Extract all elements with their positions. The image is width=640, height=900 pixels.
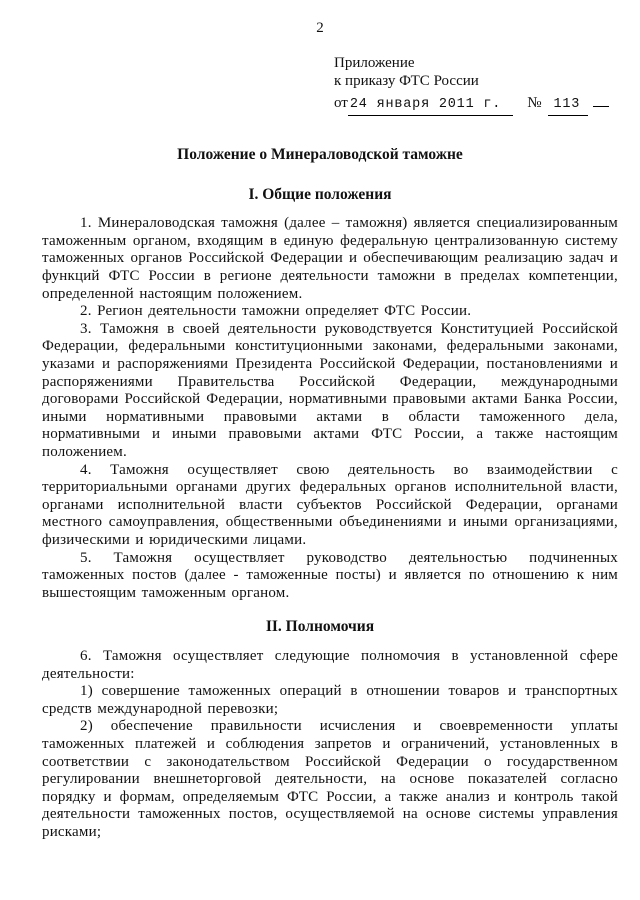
order-number-value: 113 — [548, 96, 589, 117]
order-date-value: 24 января 2011 г. — [348, 96, 513, 117]
section-heading-general-provisions: I. Общие положения — [248, 185, 392, 203]
paragraph: 2) обеспечение правильности исчисления и своевременности уплаты таможенных платежей и соблюдения запретов и ограничений, установленных в соответствии с законодательством Российской Федерации о государственном регулировании внешнеторговой деятельности, на основе показателей согласно порядку и формам, определяемым ФТС России, а также анализ и контроль такой деятельности таможенных постов, осуществляемой на основе системы управления рисками; — [42, 718, 618, 840]
paragraph: 1) совершение таможенных операций в отношении товаров и транспортных средств международной перевозки; — [42, 683, 618, 717]
section-powers — [42, 648, 618, 842]
document-title: Положение о Минераловодской таможне — [177, 146, 463, 164]
paragraph: 3. Таможня в своей деятельности руководствуется Конституцией Российской Федерации, федеральными конституционными законами, федеральными законами, указами и распоряжениями Президента Российской Федерации, постановлениями и распоряжениями Правительства Российской Федерации, международными договорами Российской Федерации, нормативными правовыми актами Банка России, иными нормативными правовыми актами в области таможенного дела, нормативными и иными правовыми актами ФТС России, а также настоящим положением. — [42, 320, 618, 460]
appendix-label: Приложение — [334, 54, 415, 71]
paragraph: 1. Минераловодская таможня (далее – таможня) является специализированным таможенным органом, входящим в единую федеральную централизованную систему таможенных органов Российской Федерации и обеспечивающим реализацию задач и функций ФТС России в регионе деятельности таможни в пределах компетенции, определенной настоящим положением. — [42, 215, 618, 302]
number-sign: № — [527, 94, 542, 111]
appendix-block — [334, 54, 618, 117]
paragraph: 4. Таможня осуществляет свою деятельность во взаимодействии с территориальными органами других федеральных органов исполнительной власти, органами исполнительной власти субъектов Российской Федерации, органами местного самоуправления, общественными объединениями и иными организациями, физическими и юридическими лицами. — [42, 461, 618, 548]
section-general-provisions — [42, 215, 618, 602]
order-date-prefix: от — [334, 94, 348, 111]
page-number: 2 — [316, 20, 324, 36]
blank-underline — [593, 92, 609, 107]
paragraph: 2. Регион деятельности таможни определяет ФТС России. — [80, 303, 472, 320]
paragraph: 6. Таможня осуществляет следующие полномочия в установленной сфере деятельности: — [42, 647, 618, 682]
appendix-order-reference: к приказу ФТС России — [334, 73, 479, 90]
order-date-line — [334, 92, 618, 117]
section-heading-powers: II. Полномочия — [265, 618, 375, 636]
paragraph: 5. Таможня осуществляет руководство деятельностью подчиненных таможенных постов (далее - таможенные посты) и является по отношению к ним вышестоящим таможенным органом. — [42, 549, 618, 601]
